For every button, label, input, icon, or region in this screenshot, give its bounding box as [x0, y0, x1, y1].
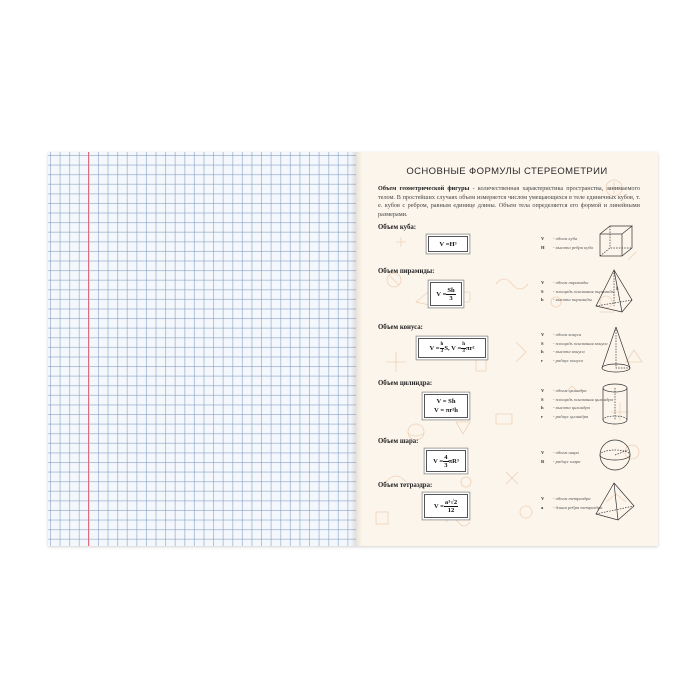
section-title-cube: Объем куба:	[378, 224, 417, 231]
vars-cube	[541, 236, 593, 253]
intro-term: Объем геометрической фигуры	[378, 185, 470, 192]
var-row: V - объем конуса	[541, 332, 582, 337]
var-row: V - объем куба	[541, 236, 578, 241]
var-row: S - площадь основания цилиндра	[541, 396, 613, 402]
var-row: V - объем шара	[541, 450, 579, 455]
sphere-figure	[596, 436, 634, 474]
section-title-cone: Объем конуса:	[378, 324, 423, 331]
left-page-grid-paper	[48, 152, 356, 546]
var-row: V - объем пирамиды	[541, 280, 589, 285]
var-row: V - объем цилиндра	[541, 388, 587, 393]
tetrahedron-figure	[592, 480, 638, 522]
var-row: r - радиус цилиндра	[541, 413, 589, 419]
section-title-pyramid: Объем пирамиды:	[378, 268, 435, 275]
formula-pyramid: V = $\frac{Sh}{3}$	[430, 282, 462, 306]
section-title-cylinder: Объем цилиндра:	[378, 380, 433, 387]
cone-figure	[598, 324, 634, 376]
open-notebook	[48, 152, 658, 546]
var-row: a - длина ребра тетраэдра	[541, 504, 603, 510]
section-title-tetrahedron: Объем тетраэдра:	[378, 482, 433, 489]
var-row: H - высота ребра куба	[541, 244, 593, 250]
page-title: ОСНОВНЫЕ ФОРМУЛЫ СТЕРЕОМЕТРИИ	[406, 166, 608, 177]
formula-tetrahedron: V = $\frac{\text{a³√2}}{12}$	[424, 494, 468, 518]
pyramid-figure	[592, 266, 636, 316]
var-row: h - высота пирамиды	[541, 297, 592, 302]
var-row: h - высота цилиндра	[541, 405, 590, 410]
var-row: S - площадь основания пирамиды	[541, 288, 615, 294]
svg-text:h: h	[616, 287, 619, 292]
right-page-formulas	[356, 152, 658, 546]
var-row: h - высота конуса	[541, 349, 585, 354]
var-row: r - радиус конуса	[541, 357, 583, 363]
cube-figure	[596, 222, 636, 262]
var-row: R - радиус шара	[541, 458, 581, 464]
var-row: V - объем тетраэдра	[541, 496, 591, 501]
intro-paragraph	[378, 185, 640, 219]
formula-sphere: V = $\frac{4}{3}$ πR³	[426, 450, 466, 472]
formula-cone: V = $\frac{h}{3}$ S, V = $\frac{h}{3}$ πr²	[418, 338, 486, 358]
section-title-sphere: Объем шара:	[378, 438, 419, 445]
formula-cylinder: V = Sh V = πr²h	[424, 394, 468, 418]
vars-sphere	[541, 450, 580, 467]
cylinder-figure	[598, 382, 632, 428]
margin-line	[88, 152, 89, 546]
formula-cube: V = H³	[428, 236, 468, 252]
intro-text: - количественная характеристика пространства, занимаемого телом. В простейших случаях объем измеряется числом умещающихся в теле единичных кубов, т. е. кубов с ребром, равным единице длины. Объем тела определяется его формой и линейными размерами.	[378, 185, 640, 218]
var-row: S - площадь основания конуса	[541, 340, 608, 346]
